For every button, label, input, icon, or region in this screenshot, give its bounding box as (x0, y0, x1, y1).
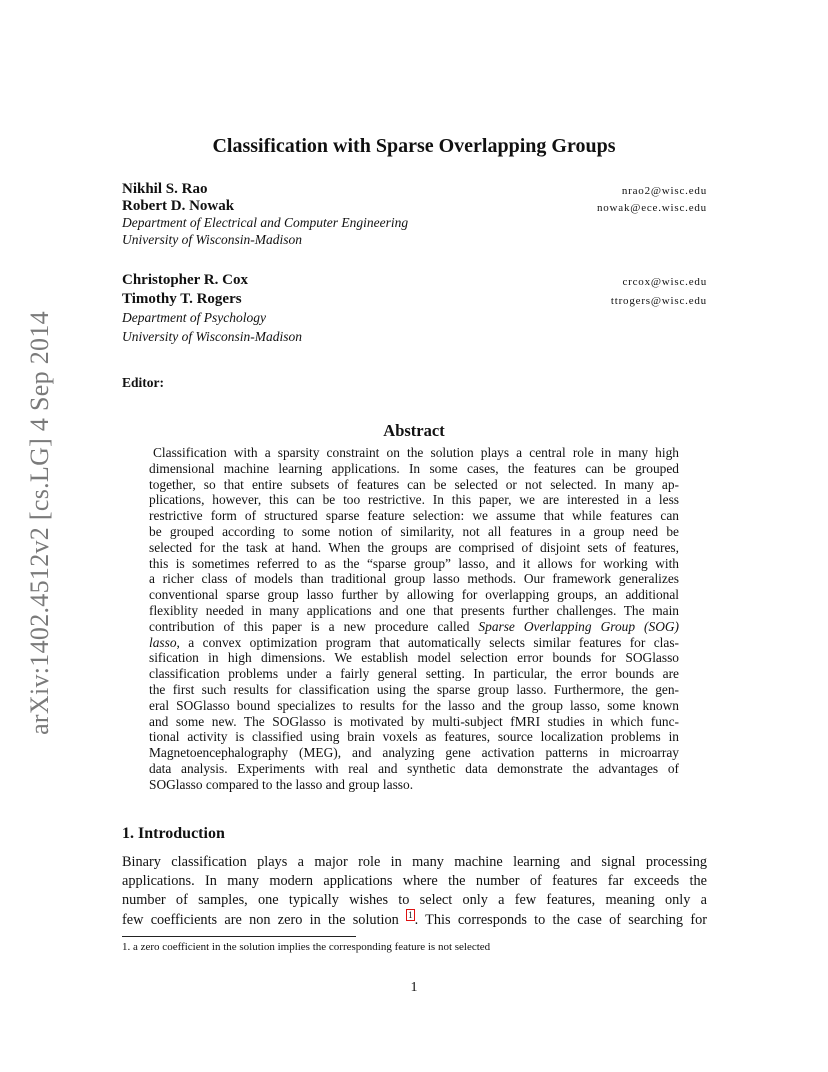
author-email[interactable]: nrao2@wisc.edu (621, 185, 707, 197)
intro-line: number of samples, one typically wishes to select only a few features, meaning only a (122, 892, 707, 909)
abstract-line: Magnetoencephalography (MEG), and analyzing gene activation patterns in microarray (149, 745, 679, 761)
author-name: Nikhil S. Rao (122, 181, 208, 197)
intro-body (122, 853, 707, 930)
editor-label: Editor: (122, 375, 164, 390)
abstract-line: flexiblity needed in many applications and one that presents further challenges. The main (149, 602, 679, 618)
abstract-line: conventional sparse group lasso further by allowing for overlapping groups, an additional (149, 587, 679, 603)
abstract-line: this is sometimes referred to as the “sparse group” lasso, and it allows for working with (149, 555, 679, 571)
abstract-line: sification in high dimensions. We establish model selection error bounds for SOGlasso (149, 650, 679, 666)
intro-line: applications. In many modern applications where the number of features far exceeds the (122, 873, 707, 890)
sog-term: Sparse Overlapping Group (SOG) (478, 618, 679, 634)
affiliation-line: Department of Electrical and Computer Engineering (122, 215, 409, 230)
affiliation-line: University of Wisconsin-Madison (122, 329, 302, 344)
abstract-line: dimensional machine learning applications. In some cases, the features can be grouped (149, 460, 679, 476)
abstract-line: classification problems under a fairly general setting. In particular, the error bounds are (149, 666, 679, 682)
abstract-line: eral SOGlasso bound specializes to results for the lasso and the group lasso, some known (149, 697, 679, 713)
abstract-line (149, 635, 679, 651)
abstract-fragment: contribution of this paper is a new procedure called (149, 618, 479, 634)
intro-line: Binary classification plays a major role in many machine learning and signal processing (122, 854, 707, 870)
abstract-body (149, 445, 679, 793)
abstract-line: data analysis. Experiments with real and synthetic data demonstrate the advantages of (149, 760, 679, 776)
footnote-rule (122, 936, 356, 937)
author-name: Christopher R. Cox (122, 272, 248, 288)
footnote: 1. a zero coefficient in the solution implies the corresponding feature is not selected (122, 941, 491, 953)
abstract-line (149, 619, 679, 635)
intro-fragment: . This corresponds to the case of searching for (414, 911, 707, 928)
lasso-term: lasso (149, 634, 177, 650)
abstract-line: be grouped according to some notion of similarity, not all features in a group need be (149, 523, 679, 539)
abstract-line: and some new. The SOGlasso is motivated by multi-subject fMRI studies in which func- (149, 713, 679, 729)
intro-line (122, 911, 707, 930)
author-name: Robert D. Nowak (122, 198, 235, 214)
arxiv-id: arXiv:1402.4512v2 [cs.LG] 4 Sep 2014 (25, 310, 55, 735)
abstract-line: tional activity is classified using brain voxels as features, source localization problems in (149, 729, 679, 745)
arxiv-sidebar (16, 300, 64, 745)
paper-title: Classification with Sparse Overlapping Groups (212, 135, 616, 157)
author-name: Timothy T. Rogers (122, 291, 242, 307)
intro-fragment: few coefficients are non zero in the solution (122, 911, 407, 928)
affiliation-line: University of Wisconsin-Madison (122, 232, 302, 247)
abstract-line: restrictive form of structured sparse feature selection: we assume that while features can (149, 508, 679, 524)
abstract-heading: Abstract (383, 421, 445, 440)
page-number: 1 (410, 980, 418, 995)
abstract-line: the first such results for classification using the sparse group lasso. Furthermore, the gen- (149, 681, 679, 697)
author-email[interactable]: crcox@wisc.edu (622, 276, 707, 288)
abstract-line: plications, however, this can be too restrictive. In this paper, we are interested in a less (149, 492, 679, 508)
abstract-line: together, so that entire subsets of features can be selected or not selected. In many ap- (149, 476, 679, 492)
section-heading: 1. Introduction (122, 825, 225, 842)
affiliation-line: Department of Psychology (122, 310, 266, 325)
abstract-line: Classification with a sparsity constraint on the solution plays a central role in many high (153, 445, 679, 460)
abstract-line: a richer class of models than traditional group lasso methods. Our framework generalizes (149, 571, 679, 587)
abstract-line: SOGlasso compared to the lasso and group lasso. (149, 776, 414, 792)
author-email[interactable]: ttrogers@wisc.edu (610, 295, 707, 307)
abstract-fragment: , a convex optimization program that automatically selects similar features for clas- (176, 634, 679, 650)
abstract-line: selected for the task at hand. When the groups are comprised of disjoint sets of features, (149, 539, 679, 555)
footnote-link[interactable]: 1 (408, 909, 413, 920)
author-email[interactable]: nowak@ece.wisc.edu (596, 202, 707, 214)
